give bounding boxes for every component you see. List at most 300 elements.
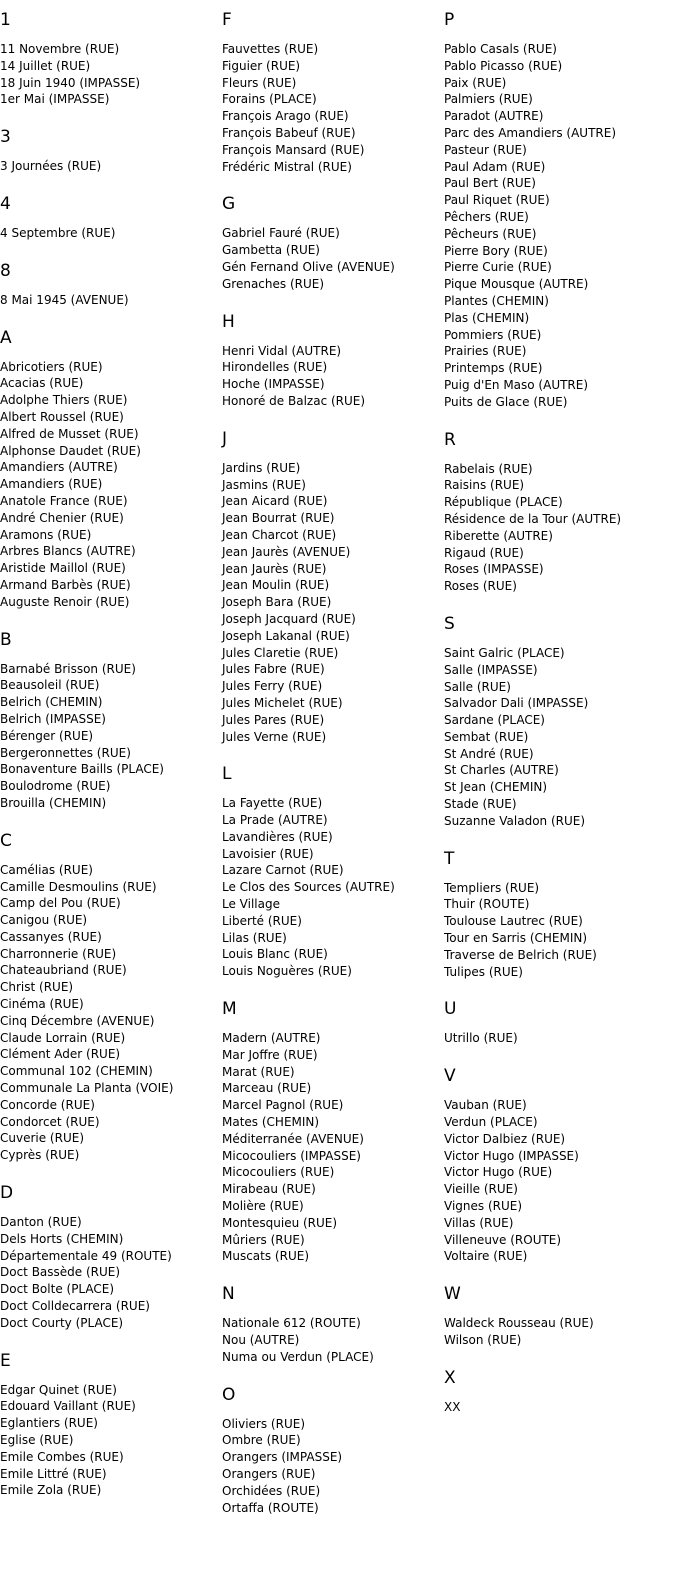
street-link[interactable]: Lavoisier (RUE): [222, 846, 314, 861]
street-link[interactable]: Molière (RUE): [222, 1199, 304, 1214]
street-link[interactable]: Voltaire (RUE): [444, 1249, 528, 1264]
street-link[interactable]: Charronnerie (RUE): [0, 946, 117, 961]
street-link[interactable]: Jean Jaurès (AVENUE): [222, 544, 351, 559]
street-link[interactable]: La Prade (AUTRE): [222, 813, 328, 828]
street-link[interactable]: Edouard Vaillant (RUE): [0, 1399, 136, 1414]
street-link[interactable]: Saint Galric (PLACE): [444, 645, 565, 660]
street-link[interactable]: Mirabeau (RUE): [222, 1182, 316, 1197]
street-list-item: [222, 812, 444, 829]
street-link[interactable]: Eglantiers (RUE): [0, 1416, 98, 1431]
street-link[interactable]: St André (RUE): [444, 746, 534, 761]
street-link[interactable]: Jules Verne (RUE): [222, 729, 327, 744]
street-link[interactable]: Beausoleil (RUE): [0, 678, 100, 693]
street-link[interactable]: Louis Noguères (RUE): [222, 964, 352, 979]
street-link[interactable]: Jean Aicard (RUE): [222, 494, 328, 509]
street-link[interactable]: Paul Bert (RUE): [444, 176, 536, 191]
street-list: [222, 1416, 444, 1517]
group-letter-heading: S: [444, 613, 455, 634]
street-link[interactable]: Edgar Quinet (RUE): [0, 1382, 117, 1397]
street-link[interactable]: Abricotiers (RUE): [0, 359, 103, 374]
street-link[interactable]: Alfred de Musset (RUE): [0, 426, 139, 441]
street-link[interactable]: Jasmins (RUE): [222, 477, 306, 492]
street-list-item: [222, 41, 444, 58]
street-list-item: [0, 761, 222, 778]
street-list-item: [222, 1131, 444, 1148]
street-list-item: [222, 795, 444, 812]
letter-group-h: [222, 312, 444, 410]
street-list-item: [0, 1281, 222, 1298]
street-link[interactable]: Marceau (RUE): [222, 1081, 312, 1096]
street-list-item: [222, 1080, 444, 1097]
street-link[interactable]: Roses (IMPASSE): [444, 562, 544, 577]
street-link[interactable]: Prairies (RUE): [444, 344, 527, 359]
street-link[interactable]: Eglise (RUE): [0, 1433, 74, 1448]
street-link[interactable]: Marcel Pagnol (RUE): [222, 1098, 344, 1113]
street-link[interactable]: Templiers (RUE): [444, 880, 540, 895]
street-link[interactable]: Micocouliers (RUE): [222, 1165, 335, 1180]
street-link[interactable]: Villas (RUE): [444, 1215, 514, 1230]
street-link[interactable]: Gén Fernand Olive (AVENUE): [222, 259, 395, 274]
street-list: [222, 343, 444, 410]
street-link[interactable]: Jules Michelet (RUE): [222, 695, 343, 710]
street-link[interactable]: Oliviers (RUE): [222, 1416, 305, 1431]
street-list-item: [0, 1130, 222, 1147]
street-link[interactable]: Jean Charcot (RUE): [222, 527, 337, 542]
street-link[interactable]: Camille Desmoulins (RUE): [0, 879, 157, 894]
street-list-item: [222, 544, 444, 561]
street-link[interactable]: Victor Dalbiez (RUE): [444, 1131, 566, 1146]
street-link[interactable]: Nationale 612 (ROUTE): [222, 1316, 361, 1331]
street-list-item: [222, 829, 444, 846]
street-link[interactable]: Puig d'En Maso (AUTRE): [444, 377, 589, 392]
street-link[interactable]: Utrillo (RUE): [444, 1031, 518, 1046]
street-list-item: [0, 895, 222, 912]
street-link[interactable]: Wilson (RUE): [444, 1333, 522, 1348]
street-link[interactable]: Gabriel Fauré (RUE): [222, 226, 340, 241]
street-link[interactable]: Boulodrome (RUE): [0, 779, 111, 794]
street-list: [444, 1399, 675, 1416]
street-link[interactable]: Salle (IMPASSE): [444, 662, 538, 677]
street-link[interactable]: Cyprès (RUE): [0, 1148, 80, 1163]
street-link[interactable]: Muscats (RUE): [222, 1249, 309, 1264]
street-link[interactable]: Alphonse Daudet (RUE): [0, 443, 141, 458]
street-link[interactable]: Mates (CHEMIN): [222, 1115, 320, 1130]
street-link[interactable]: Salvador Dali (IMPASSE): [444, 696, 589, 711]
street-list-item: [222, 594, 444, 611]
street-link[interactable]: 11 Novembre (RUE): [0, 42, 120, 56]
group-letter-heading: 1: [0, 10, 11, 30]
street-link[interactable]: Salle (RUE): [444, 679, 511, 694]
letter-group-n: [222, 1284, 444, 1365]
street-list-item: [444, 578, 675, 595]
street-link[interactable]: Amandiers (RUE): [0, 477, 103, 492]
street-list-item: [222, 577, 444, 594]
street-list-item: [222, 276, 444, 293]
street-list-item: [444, 1232, 675, 1249]
street-link[interactable]: Belrich (CHEMIN): [0, 695, 103, 710]
street-link[interactable]: Aramons (RUE): [0, 527, 92, 542]
street-link[interactable]: Lazare Carnot (RUE): [222, 863, 344, 878]
street-link[interactable]: Le Clos des Sources (AUTRE): [222, 880, 395, 895]
street-link[interactable]: Louis Blanc (RUE): [222, 947, 328, 962]
street-link[interactable]: Lavandières (RUE): [222, 829, 333, 844]
street-link[interactable]: Jean Moulin (RUE): [222, 578, 330, 593]
street-link[interactable]: Joseph Lakanal (RUE): [222, 628, 350, 643]
street-list-item: [444, 75, 675, 92]
letter-group-j: [222, 429, 444, 746]
street-link[interactable]: Bérenger (RUE): [0, 728, 94, 743]
street-list-item: [0, 745, 222, 762]
street-link[interactable]: Pommiers (RUE): [444, 327, 542, 342]
street-link[interactable]: Cinq Décembre (AVENUE): [0, 1013, 155, 1028]
street-link[interactable]: La Fayette (RUE): [222, 796, 323, 811]
street-list-item: [444, 1198, 675, 1215]
street-link[interactable]: Victor Hugo (IMPASSE): [444, 1148, 579, 1163]
street-list: [0, 1382, 222, 1500]
street-link[interactable]: Liberté (RUE): [222, 913, 302, 928]
street-link[interactable]: Aristide Maillol (RUE): [0, 561, 126, 576]
street-link[interactable]: Cinéma (RUE): [0, 997, 84, 1012]
street-list: [0, 292, 222, 309]
street-link[interactable]: Bonaventure Baills (PLACE): [0, 762, 164, 777]
street-link[interactable]: Chateaubriand (RUE): [0, 963, 127, 978]
street-link[interactable]: Communal 102 (CHEMIN): [0, 1064, 153, 1079]
street-link[interactable]: Jules Fabre (RUE): [222, 662, 325, 677]
street-list-item: [0, 1248, 222, 1265]
street-link[interactable]: Nou (AUTRE): [222, 1333, 300, 1348]
street-link[interactable]: Communale La Planta (VOIE): [0, 1081, 174, 1096]
street-link[interactable]: Albert Roussel (RUE): [0, 409, 124, 424]
street-link[interactable]: 18 Juin 1940 (IMPASSE): [0, 75, 141, 90]
street-list-item: [0, 1432, 222, 1449]
street-link[interactable]: Armand Barbès (RUE): [0, 577, 131, 592]
street-list-item: [222, 1232, 444, 1249]
street-link[interactable]: Roses (RUE): [444, 579, 517, 594]
group-letter-heading: 4: [0, 193, 11, 214]
street-list: [0, 158, 222, 175]
street-list-item: [0, 426, 222, 443]
street-link[interactable]: 4 Septembre (RUE): [0, 225, 116, 240]
street-link[interactable]: Amandiers (AUTRE): [0, 460, 118, 475]
street-list-item: [444, 1030, 675, 1047]
street-link[interactable]: Paix (RUE): [444, 75, 507, 90]
street-link[interactable]: Condorcet (RUE): [0, 1114, 100, 1129]
street-list-item: [0, 677, 222, 694]
street-link[interactable]: Montesquieu (RUE): [222, 1215, 338, 1230]
street-link[interactable]: Vieille (RUE): [444, 1182, 518, 1197]
street-link[interactable]: Hirondelles (RUE): [222, 360, 328, 375]
street-link[interactable]: Rigaud (RUE): [444, 545, 524, 560]
street-link[interactable]: Jules Pares (RUE): [222, 712, 325, 727]
street-link[interactable]: Le Village: [222, 897, 280, 912]
street-list-item: [0, 1415, 222, 1432]
street-link[interactable]: Hoche (IMPASSE): [222, 377, 325, 392]
street-link[interactable]: Concorde (RUE): [0, 1097, 95, 1112]
letter-group-o: [222, 1385, 444, 1517]
street-list: [444, 645, 675, 830]
street-list-item: [222, 376, 444, 393]
street-list-item: [444, 1097, 675, 1114]
street-link[interactable]: Belrich (IMPASSE): [0, 711, 106, 726]
street-list-item: [222, 1097, 444, 1114]
street-list-item: [222, 645, 444, 662]
street-link[interactable]: Acacias (RUE): [0, 376, 84, 391]
street-link[interactable]: Verdun (PLACE): [444, 1115, 538, 1130]
street-list: [222, 1030, 444, 1265]
street-link[interactable]: Puits de Glace (RUE): [444, 394, 568, 409]
street-link[interactable]: 3 Journées (RUE): [0, 159, 102, 174]
street-list-item: [222, 477, 444, 494]
street-list-item: [0, 1449, 222, 1466]
street-list-item: [444, 762, 675, 779]
street-list-item: [444, 1215, 675, 1232]
street-link[interactable]: St Charles (AUTRE): [444, 763, 559, 778]
street-list-item: [444, 528, 675, 545]
street-link[interactable]: Frédéric Mistral (RUE): [222, 159, 352, 174]
street-link[interactable]: Honoré de Balzac (RUE): [222, 393, 366, 408]
street-link[interactable]: Jean Bourrat (RUE): [222, 511, 335, 526]
street-link[interactable]: François Arago (RUE): [222, 109, 349, 124]
street-list-item: [222, 1416, 444, 1433]
street-link[interactable]: Lilas (RUE): [222, 930, 287, 945]
street-link[interactable]: Orangers (RUE): [222, 1467, 316, 1481]
street-link[interactable]: Forains (PLACE): [222, 92, 317, 107]
street-link[interactable]: Pique Mousque (AUTRE): [444, 277, 589, 292]
letter-group-d: [0, 1183, 222, 1332]
street-link[interactable]: Barnabé Brisson (RUE): [0, 661, 136, 676]
street-link[interactable]: Ortaffa (ROUTE): [222, 1500, 319, 1515]
street-link[interactable]: Pierre Curie (RUE): [444, 260, 552, 275]
street-link[interactable]: François Mansard (RUE): [222, 142, 365, 157]
street-list-item: [222, 1432, 444, 1449]
street-link[interactable]: Riberette (AUTRE): [444, 528, 553, 543]
street-link[interactable]: Fauvettes (RUE): [222, 42, 319, 56]
street-link[interactable]: Paul Riquet (RUE): [444, 193, 550, 208]
street-link[interactable]: Cuverie (RUE): [0, 1131, 84, 1146]
street-list: [444, 1315, 675, 1349]
street-list: [444, 1097, 675, 1265]
street-list-item: [0, 476, 222, 493]
street-list: [222, 795, 444, 980]
street-link[interactable]: Palmiers (RUE): [444, 92, 533, 107]
street-link[interactable]: Joseph Jacquard (RUE): [222, 611, 356, 626]
street-link[interactable]: Tour en Sarris (CHEMIN): [444, 931, 588, 946]
street-list-item: [444, 880, 675, 897]
street-link[interactable]: Pasteur (RUE): [444, 142, 527, 157]
street-link[interactable]: Bergeronnettes (RUE): [0, 745, 131, 760]
street-link[interactable]: Stade (RUE): [444, 797, 517, 812]
street-link[interactable]: Fleurs (RUE): [222, 75, 297, 90]
street-link[interactable]: Méditerranée (AVENUE): [222, 1131, 364, 1146]
street-link[interactable]: Suzanne Valadon (RUE): [444, 813, 586, 828]
street-link[interactable]: Gambetta (RUE): [222, 243, 320, 258]
street-link[interactable]: 14 Juillet (RUE): [0, 58, 91, 73]
street-link[interactable]: Doct Colldecarrera (RUE): [0, 1299, 150, 1314]
street-list-item: [444, 679, 675, 696]
street-link[interactable]: Claude Lorrain (RUE): [0, 1030, 126, 1045]
street-link[interactable]: Arbres Blancs (AUTRE): [0, 544, 136, 559]
street-link[interactable]: Emile Littré (RUE): [0, 1466, 107, 1481]
street-link[interactable]: 1er Mai (IMPASSE): [0, 92, 110, 107]
street-link[interactable]: Paul Adam (RUE): [444, 159, 546, 174]
street-list-item: [222, 846, 444, 863]
group-letter-heading: R: [444, 429, 456, 450]
street-link[interactable]: Paradot (AUTRE): [444, 109, 544, 124]
street-link[interactable]: Plantes (CHEMIN): [444, 293, 549, 308]
street-link[interactable]: Jean Jaurès (RUE): [222, 561, 327, 576]
street-link[interactable]: Pêchers (RUE): [444, 209, 529, 224]
street-link[interactable]: Thuir (ROUTE): [444, 897, 530, 912]
street-link[interactable]: Numa ou Verdun (PLACE): [222, 1349, 374, 1364]
group-letter-heading: C: [0, 830, 12, 851]
street-list-item: [0, 946, 222, 963]
street-link[interactable]: Départementale 49 (ROUTE): [0, 1248, 172, 1263]
street-list-item: [222, 1064, 444, 1081]
letter-group-f: [222, 10, 444, 175]
group-letter-heading: N: [222, 1284, 235, 1305]
street-column-1: [0, 10, 222, 1518]
street-list-item: [222, 343, 444, 360]
street-list-item: [444, 1114, 675, 1131]
street-list-item: [0, 359, 222, 376]
street-link[interactable]: Printemps (RUE): [444, 361, 543, 376]
street-link[interactable]: Orangers (IMPASSE): [222, 1450, 343, 1465]
letter-group-x: [444, 1368, 675, 1416]
street-list-item: [0, 1114, 222, 1131]
street-list: [0, 661, 222, 812]
street-list-item: [0, 979, 222, 996]
street-link[interactable]: Danton (RUE): [0, 1215, 82, 1230]
group-letter-heading: F: [222, 10, 232, 30]
street-link[interactable]: Marat (RUE): [222, 1064, 295, 1079]
letter-group-m: [222, 999, 444, 1265]
street-list-item: [222, 661, 444, 678]
street-link[interactable]: Résidence de la Tour (AUTRE): [444, 511, 622, 526]
street-list-item: [222, 913, 444, 930]
street-link[interactable]: Traverse de Belrich (RUE): [444, 947, 597, 962]
street-link[interactable]: Pêcheurs (RUE): [444, 226, 537, 241]
street-link[interactable]: Figuier (RUE): [222, 58, 301, 73]
street-link[interactable]: Jules Ferry (RUE): [222, 679, 323, 694]
letter-group-1: [0, 10, 222, 108]
street-link[interactable]: Auguste Renoir (RUE): [0, 594, 130, 609]
street-list-item: [222, 1349, 444, 1366]
street-list-item: [0, 996, 222, 1013]
street-link[interactable]: Cassanyes (RUE): [0, 929, 102, 944]
street-link[interactable]: Dels Horts (CHEMIN): [0, 1231, 124, 1246]
street-link[interactable]: Henri Vidal (AUTRE): [222, 343, 342, 358]
street-link[interactable]: St Jean (CHEMIN): [444, 780, 548, 795]
street-list-item: [222, 1500, 444, 1517]
street-link[interactable]: Jules Claretie (RUE): [222, 645, 339, 660]
street-list-item: [222, 1198, 444, 1215]
street-link[interactable]: Camp del Pou (RUE): [0, 896, 121, 911]
street-link[interactable]: Waldeck Rousseau (RUE): [444, 1316, 594, 1331]
street-list-item: [0, 392, 222, 409]
street-list-item: [444, 327, 675, 344]
street-list-item: [444, 930, 675, 947]
street-list-item: [444, 175, 675, 192]
street-list-item: [0, 560, 222, 577]
street-link[interactable]: Tulipes (RUE): [444, 964, 523, 979]
street-link[interactable]: Pablo Picasso (RUE): [444, 58, 563, 73]
street-link[interactable]: André Chenier (RUE): [0, 510, 124, 525]
street-link[interactable]: François Babeuf (RUE): [222, 125, 356, 140]
street-link[interactable]: Emile Combes (RUE): [0, 1449, 124, 1464]
street-link[interactable]: Pablo Casals (RUE): [444, 42, 557, 56]
street-link[interactable]: Christ (RUE): [0, 980, 74, 995]
street-link[interactable]: Canigou (RUE): [0, 913, 88, 928]
street-link[interactable]: Jardins (RUE): [222, 460, 301, 475]
street-link[interactable]: Mûriers (RUE): [222, 1232, 305, 1247]
group-letter-heading: O: [222, 1384, 236, 1405]
street-link[interactable]: Doct Bassède (RUE): [0, 1265, 121, 1280]
street-list-item: [0, 1013, 222, 1030]
street-list-item: [0, 1063, 222, 1080]
street-link[interactable]: Villeneuve (ROUTE): [444, 1232, 562, 1247]
group-letter-heading: V: [444, 1066, 456, 1087]
street-list-item: [0, 962, 222, 979]
street-link[interactable]: Orchidées (RUE): [222, 1483, 321, 1498]
street-list-item: [444, 477, 675, 494]
street-link[interactable]: Pierre Bory (RUE): [444, 243, 548, 258]
street-link[interactable]: Vauban (RUE): [444, 1098, 527, 1113]
street-link[interactable]: Madern (AUTRE): [222, 1031, 321, 1046]
street-link[interactable]: Parc des Amandiers (AUTRE): [444, 125, 616, 140]
street-link[interactable]: Victor Hugo (RUE): [444, 1165, 553, 1180]
street-link[interactable]: Doct Bolte (PLACE): [0, 1282, 115, 1297]
street-link[interactable]: 8 Mai 1945 (AVENUE): [0, 292, 129, 307]
street-link[interactable]: République (PLACE): [444, 495, 563, 510]
street-link[interactable]: Clément Ader (RUE): [0, 1047, 121, 1062]
street-link[interactable]: Toulouse Lautrec (RUE): [444, 914, 583, 929]
street-list: [0, 41, 222, 108]
street-list-item: [0, 594, 222, 611]
letter-group-t: [444, 849, 675, 981]
street-link[interactable]: Anatole France (RUE): [0, 493, 128, 508]
street-link[interactable]: XX: [444, 1399, 461, 1414]
street-link[interactable]: Sardane (PLACE): [444, 713, 545, 728]
street-link[interactable]: Camélias (RUE): [0, 862, 93, 877]
street-link[interactable]: Joseph Bara (RUE): [222, 595, 332, 610]
street-list-item: [444, 511, 675, 528]
street-link[interactable]: Micocouliers (IMPASSE): [222, 1148, 361, 1163]
street-link[interactable]: Plas (CHEMIN): [444, 310, 530, 325]
group-letter-heading: A: [0, 327, 12, 348]
street-link[interactable]: Doct Courty (PLACE): [0, 1315, 124, 1330]
street-link[interactable]: Ombre (RUE): [222, 1433, 301, 1448]
street-list-item: [444, 746, 675, 763]
street-list-item: [444, 226, 675, 243]
street-link[interactable]: Grenaches (RUE): [222, 276, 325, 291]
street-link[interactable]: Rabelais (RUE): [444, 461, 533, 476]
street-link[interactable]: Adolphe Thiers (RUE): [0, 393, 128, 408]
street-link[interactable]: Raisins (RUE): [444, 478, 525, 493]
letter-group-b: [0, 630, 222, 812]
group-letter-heading: P: [444, 10, 455, 30]
street-list-item: [0, 795, 222, 812]
street-link[interactable]: Sembat (RUE): [444, 729, 529, 744]
street-link[interactable]: Mar Joffre (RUE): [222, 1047, 318, 1062]
street-list-item: [0, 711, 222, 728]
street-list: [222, 1315, 444, 1365]
street-link[interactable]: Emile Zola (RUE): [0, 1483, 102, 1498]
street-link[interactable]: Vignes (RUE): [444, 1199, 523, 1214]
street-list-item: [0, 862, 222, 879]
street-list-item: [222, 359, 444, 376]
street-list-item: [222, 611, 444, 628]
street-link[interactable]: Brouilla (CHEMIN): [0, 795, 107, 810]
